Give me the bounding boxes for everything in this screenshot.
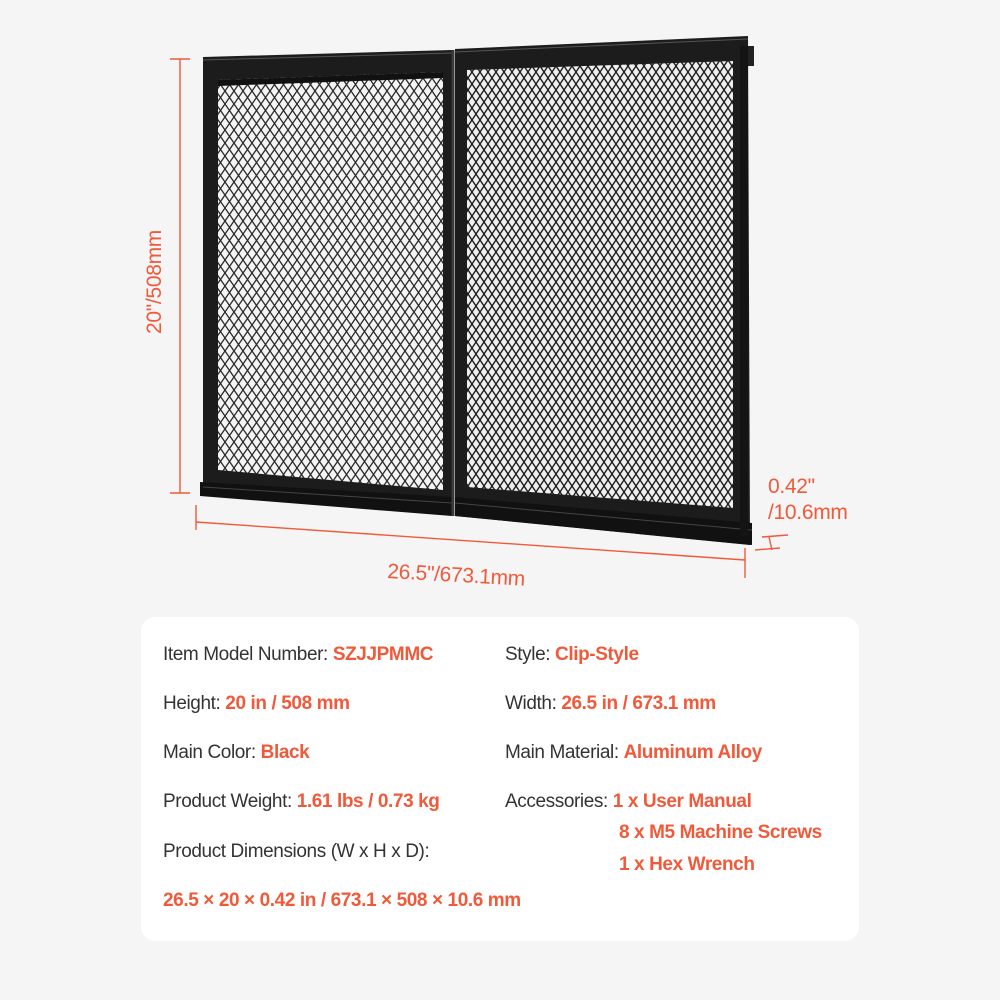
spec-card xyxy=(141,617,859,941)
spec-model xyxy=(163,644,433,666)
spec-width-value: 26.5 in / 673.1 mm xyxy=(561,693,716,714)
spec-width xyxy=(505,693,716,715)
spec-weight xyxy=(163,791,440,813)
spec-dimensions xyxy=(163,890,521,912)
right-panel xyxy=(455,36,754,545)
spec-color-label: Main Color: xyxy=(163,742,256,763)
spec-material xyxy=(505,742,762,764)
spec-accessories-label: Accessories: xyxy=(505,791,608,812)
spec-model-value: SZJJPMMC xyxy=(332,644,434,665)
spec-height-value: 20 in / 508 mm xyxy=(225,693,350,714)
spec-width-label: Width: xyxy=(505,693,557,714)
depth-label-mm: /10.6mm xyxy=(768,501,848,524)
spec-weight-label: Product Weight: xyxy=(163,791,292,812)
left-panel xyxy=(200,50,452,516)
accessory-item: 1 x User Manual xyxy=(612,791,752,812)
spec-color-value: Black xyxy=(260,742,310,763)
spec-dimensions-value: 26.5 × 20 × 0.42 in / 673.1 × 508 × 10.6 mm xyxy=(163,890,521,911)
spec-material-value: Aluminum Alloy xyxy=(623,742,762,763)
spec-height xyxy=(163,693,350,715)
spec-accessories xyxy=(505,791,751,813)
spec-height-label: Height: xyxy=(163,693,221,714)
depth-dimension-label xyxy=(768,474,848,526)
spec-model-label: Item Model Number: xyxy=(163,644,328,665)
spec-style-value: Clip-Style xyxy=(555,644,639,665)
spec-color xyxy=(163,742,309,764)
spec-style xyxy=(505,644,639,666)
depth-label-inches: 0.42" xyxy=(768,475,815,498)
spec-weight-value: 1.61 lbs / 0.73 kg xyxy=(296,791,440,812)
spec-dimensions-label: Product Dimensions (W x H x D): xyxy=(163,841,430,862)
accessory-item: 8 x M5 Machine Screws xyxy=(619,822,822,843)
height-dimension-line xyxy=(170,59,190,493)
depth-dimension-line xyxy=(755,535,788,550)
spec-style-label: Style: xyxy=(505,644,551,665)
spec-material-label: Main Material: xyxy=(505,742,619,763)
width-dimension-label: 26.5"/673.1mm xyxy=(386,560,526,591)
height-dimension-label: 20"/508mm xyxy=(143,230,166,334)
accessory-item: 1 x Hex Wrench xyxy=(619,854,755,875)
